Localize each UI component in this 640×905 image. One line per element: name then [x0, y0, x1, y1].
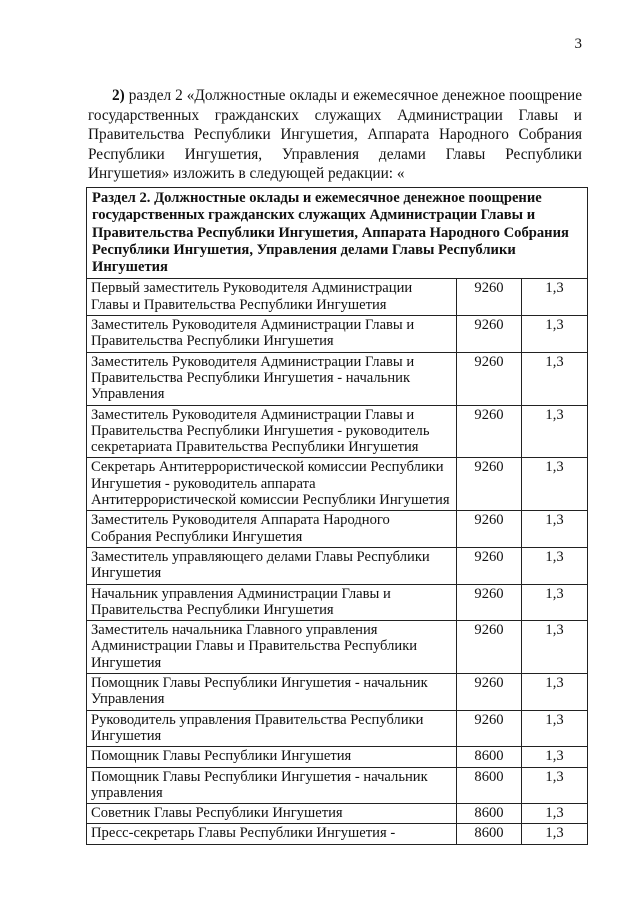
table-row	[87, 279, 588, 316]
position-cell: Заместитель Руководителя Администрации Главы и Правительства Республики Ингушетия	[87, 316, 457, 353]
salary-table	[86, 187, 588, 845]
coefficient-cell: 1,3	[522, 767, 588, 804]
salary-cell: 9260	[457, 352, 522, 405]
coefficient-cell: 1,3	[522, 458, 588, 511]
table-row	[87, 621, 588, 674]
table-row	[87, 674, 588, 711]
position-cell: Заместитель Руководителя Аппарата Народного Собрания Республики Ингушетия	[87, 511, 457, 548]
item-number: 2)	[112, 87, 125, 104]
section-heading: Раздел 2. Должностные оклады и ежемесячное денежное поощрение государственных гражданских служащих Администрации Главы и Правительства Республики Ингушетия, Аппарата Народного Собрания Республики Ингушетия, Управления делами Главы Республики Ингушетия	[87, 188, 588, 279]
table-row	[87, 767, 588, 804]
position-cell: Пресс-секретарь Главы Республики Ингушетия -	[87, 824, 457, 844]
salary-cell: 9260	[457, 547, 522, 584]
salary-cell: 9260	[457, 316, 522, 353]
table-row	[87, 352, 588, 405]
salary-cell: 8600	[457, 824, 522, 844]
coefficient-cell: 1,3	[522, 547, 588, 584]
salary-cell: 8600	[457, 747, 522, 767]
salary-cell: 9260	[457, 405, 522, 458]
position-cell: Начальник управления Администрации Главы и Правительства Республики Ингушетия	[87, 584, 457, 621]
table-row	[87, 804, 588, 824]
position-cell: Заместитель Руководителя Администрации Главы и Правительства Республики Ингушетия - руководитель секретариата Правительства Республики Ингушетия	[87, 405, 457, 458]
position-cell: Секретарь Антитеррористической комиссии Республики Ингушетия - руководитель аппарата Антитеррористической комиссии Республики Ингушетия	[87, 458, 457, 511]
salary-cell: 9260	[457, 458, 522, 511]
table-row	[87, 511, 588, 548]
position-cell: Советник Главы Республики Ингушетия	[87, 804, 457, 824]
coefficient-cell: 1,3	[522, 804, 588, 824]
page-number: 3	[574, 36, 582, 52]
table-row	[87, 405, 588, 458]
salary-cell: 9260	[457, 279, 522, 316]
coefficient-cell: 1,3	[522, 279, 588, 316]
table-row	[87, 584, 588, 621]
salary-cell: 9260	[457, 621, 522, 674]
table-row	[87, 710, 588, 747]
table-heading-row	[87, 188, 588, 279]
salary-cell: 9260	[457, 511, 522, 548]
intro-paragraph	[88, 86, 582, 184]
position-cell: Помощник Главы Республики Ингушетия - начальник Управления	[87, 674, 457, 711]
table-row	[87, 824, 588, 844]
position-cell: Заместитель Руководителя Администрации Главы и Правительства Республики Ингушетия - начальник Управления	[87, 352, 457, 405]
position-cell: Первый заместитель Руководителя Администрации Главы и Правительства Республики Ингушетия	[87, 279, 457, 316]
coefficient-cell: 1,3	[522, 747, 588, 767]
table-row	[87, 547, 588, 584]
salary-cell: 8600	[457, 804, 522, 824]
coefficient-cell: 1,3	[522, 584, 588, 621]
coefficient-cell: 1,3	[522, 621, 588, 674]
table-row	[87, 747, 588, 767]
coefficient-cell: 1,3	[522, 674, 588, 711]
table-row	[87, 316, 588, 353]
salary-cell: 9260	[457, 584, 522, 621]
position-cell: Помощник Главы Республики Ингушетия - начальник управления	[87, 767, 457, 804]
coefficient-cell: 1,3	[522, 710, 588, 747]
position-cell: Заместитель начальника Главного управления Администрации Главы и Правительства Республики Ингушетия	[87, 621, 457, 674]
salary-cell: 8600	[457, 767, 522, 804]
table-row	[87, 458, 588, 511]
coefficient-cell: 1,3	[522, 405, 588, 458]
coefficient-cell: 1,3	[522, 316, 588, 353]
coefficient-cell: 1,3	[522, 352, 588, 405]
salary-cell: 9260	[457, 710, 522, 747]
coefficient-cell: 1,3	[522, 511, 588, 548]
position-cell: Помощник Главы Республики Ингушетия	[87, 747, 457, 767]
position-cell: Руководитель управления Правительства Республики Ингушетия	[87, 710, 457, 747]
position-cell: Заместитель управляющего делами Главы Республики Ингушетия	[87, 547, 457, 584]
coefficient-cell: 1,3	[522, 824, 588, 844]
salary-cell: 9260	[457, 674, 522, 711]
intro-text: раздел 2 «Должностные оклады и ежемесячное денежное поощрение государственных гражданских служащих Администрации Главы и Правительства Республики Ингушетия, Аппарата Народного Собрания Республики Ингушетия, Управления делами Главы Республики Ингушетия» изложить в следующей редакции: «	[88, 87, 582, 182]
